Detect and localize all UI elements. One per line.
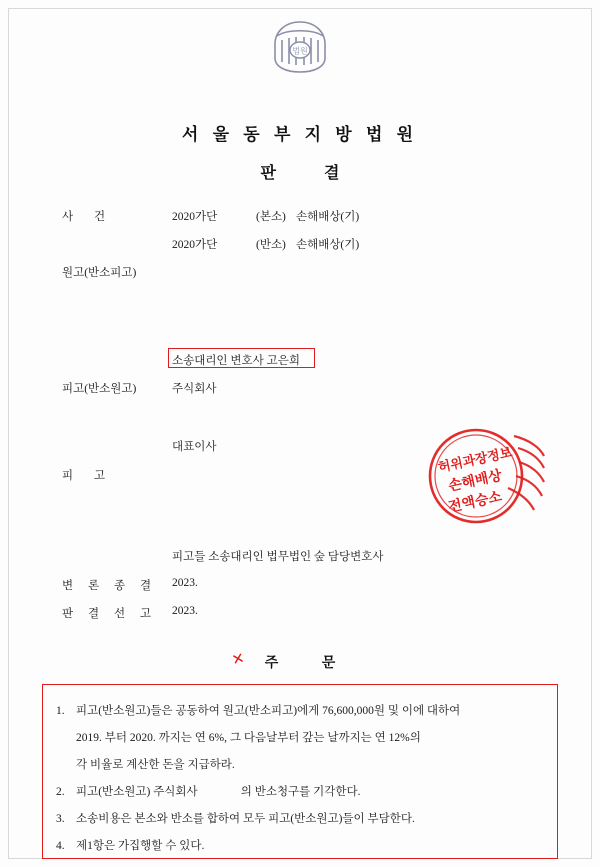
field-value-right: 손해배상(기)	[296, 211, 360, 223]
order-item-number: 3.	[56, 813, 65, 825]
order-item-line: 각 비율로 계산한 돈을 지급하라.	[76, 759, 235, 771]
field-value: 2023.	[172, 605, 198, 617]
field-value-mid: (본소)	[256, 211, 286, 223]
order-item-3	[56, 806, 548, 833]
order-heading-mark-icon: ✕	[230, 650, 247, 670]
field-value-right: 손해배상(기)	[296, 239, 360, 251]
order-item-number: 1.	[56, 705, 65, 717]
order-item-line: 피고(반소원고) 주식회사 의 반소청구를 기각한다.	[76, 786, 361, 798]
order-heading: 주 문	[264, 656, 356, 671]
field-label: 피고(반소원고)	[62, 383, 137, 395]
verdict-stamp	[418, 420, 548, 532]
order-item-line: 소송비용은 본소와 반소를 합하여 모두 피고(반소원고)들이 부담한다.	[76, 813, 415, 825]
court-name: 서 울 동 부 지 방 법 원	[181, 125, 419, 144]
field-value: 2020가단	[172, 239, 218, 251]
order-item-number: 2.	[56, 786, 65, 798]
field-value-mid: (반소)	[256, 239, 286, 251]
field-value: 2023.	[172, 577, 198, 589]
stamp-line-1: 허위과장정보	[436, 444, 514, 475]
field-value: 2020가단	[172, 211, 218, 223]
order-item-line: 제1항은 가집행할 수 있다.	[76, 840, 205, 852]
order-item-2	[56, 779, 548, 806]
order-item-1	[56, 698, 548, 779]
order-item-number: 4.	[56, 840, 65, 852]
order-item-4	[56, 833, 548, 860]
court-emblem-wrap	[0, 18, 600, 81]
field-value: 대표이사	[172, 441, 217, 453]
stamp-line-3: 전액승소	[447, 489, 504, 516]
document-title: 판 결	[260, 165, 362, 182]
order-item-line: 피고(반소원고)들은 공동하여 원고(반소피고)에게 76,600,000원 및 이에 대하여	[76, 705, 461, 717]
stamp-line-2: 손해배상	[447, 468, 504, 495]
field-value: 주식회사	[172, 383, 217, 395]
field-label: 사 건	[62, 211, 115, 223]
field-label: 원고(반소피고)	[62, 267, 137, 279]
field-value-attorney: 소송대리인 변호사 고은희	[172, 355, 300, 367]
emblem-label: 법원	[292, 46, 308, 56]
court-emblem-icon	[269, 18, 331, 76]
field-label: 피 고	[62, 470, 115, 482]
field-value: 피고들 소송대리인 법무법인 숲 담당변호사	[172, 551, 384, 563]
field-label: 변 론 종 결	[62, 580, 158, 592]
order-list	[56, 698, 548, 860]
field-label: 판 결 선 고	[62, 608, 158, 620]
order-item-line: 2019. 부터 2020. 까지는 연 6%, 그 다음날부터 갚는 날까지는 연 12%의	[76, 732, 421, 744]
attorney-highlight-box	[168, 348, 315, 368]
